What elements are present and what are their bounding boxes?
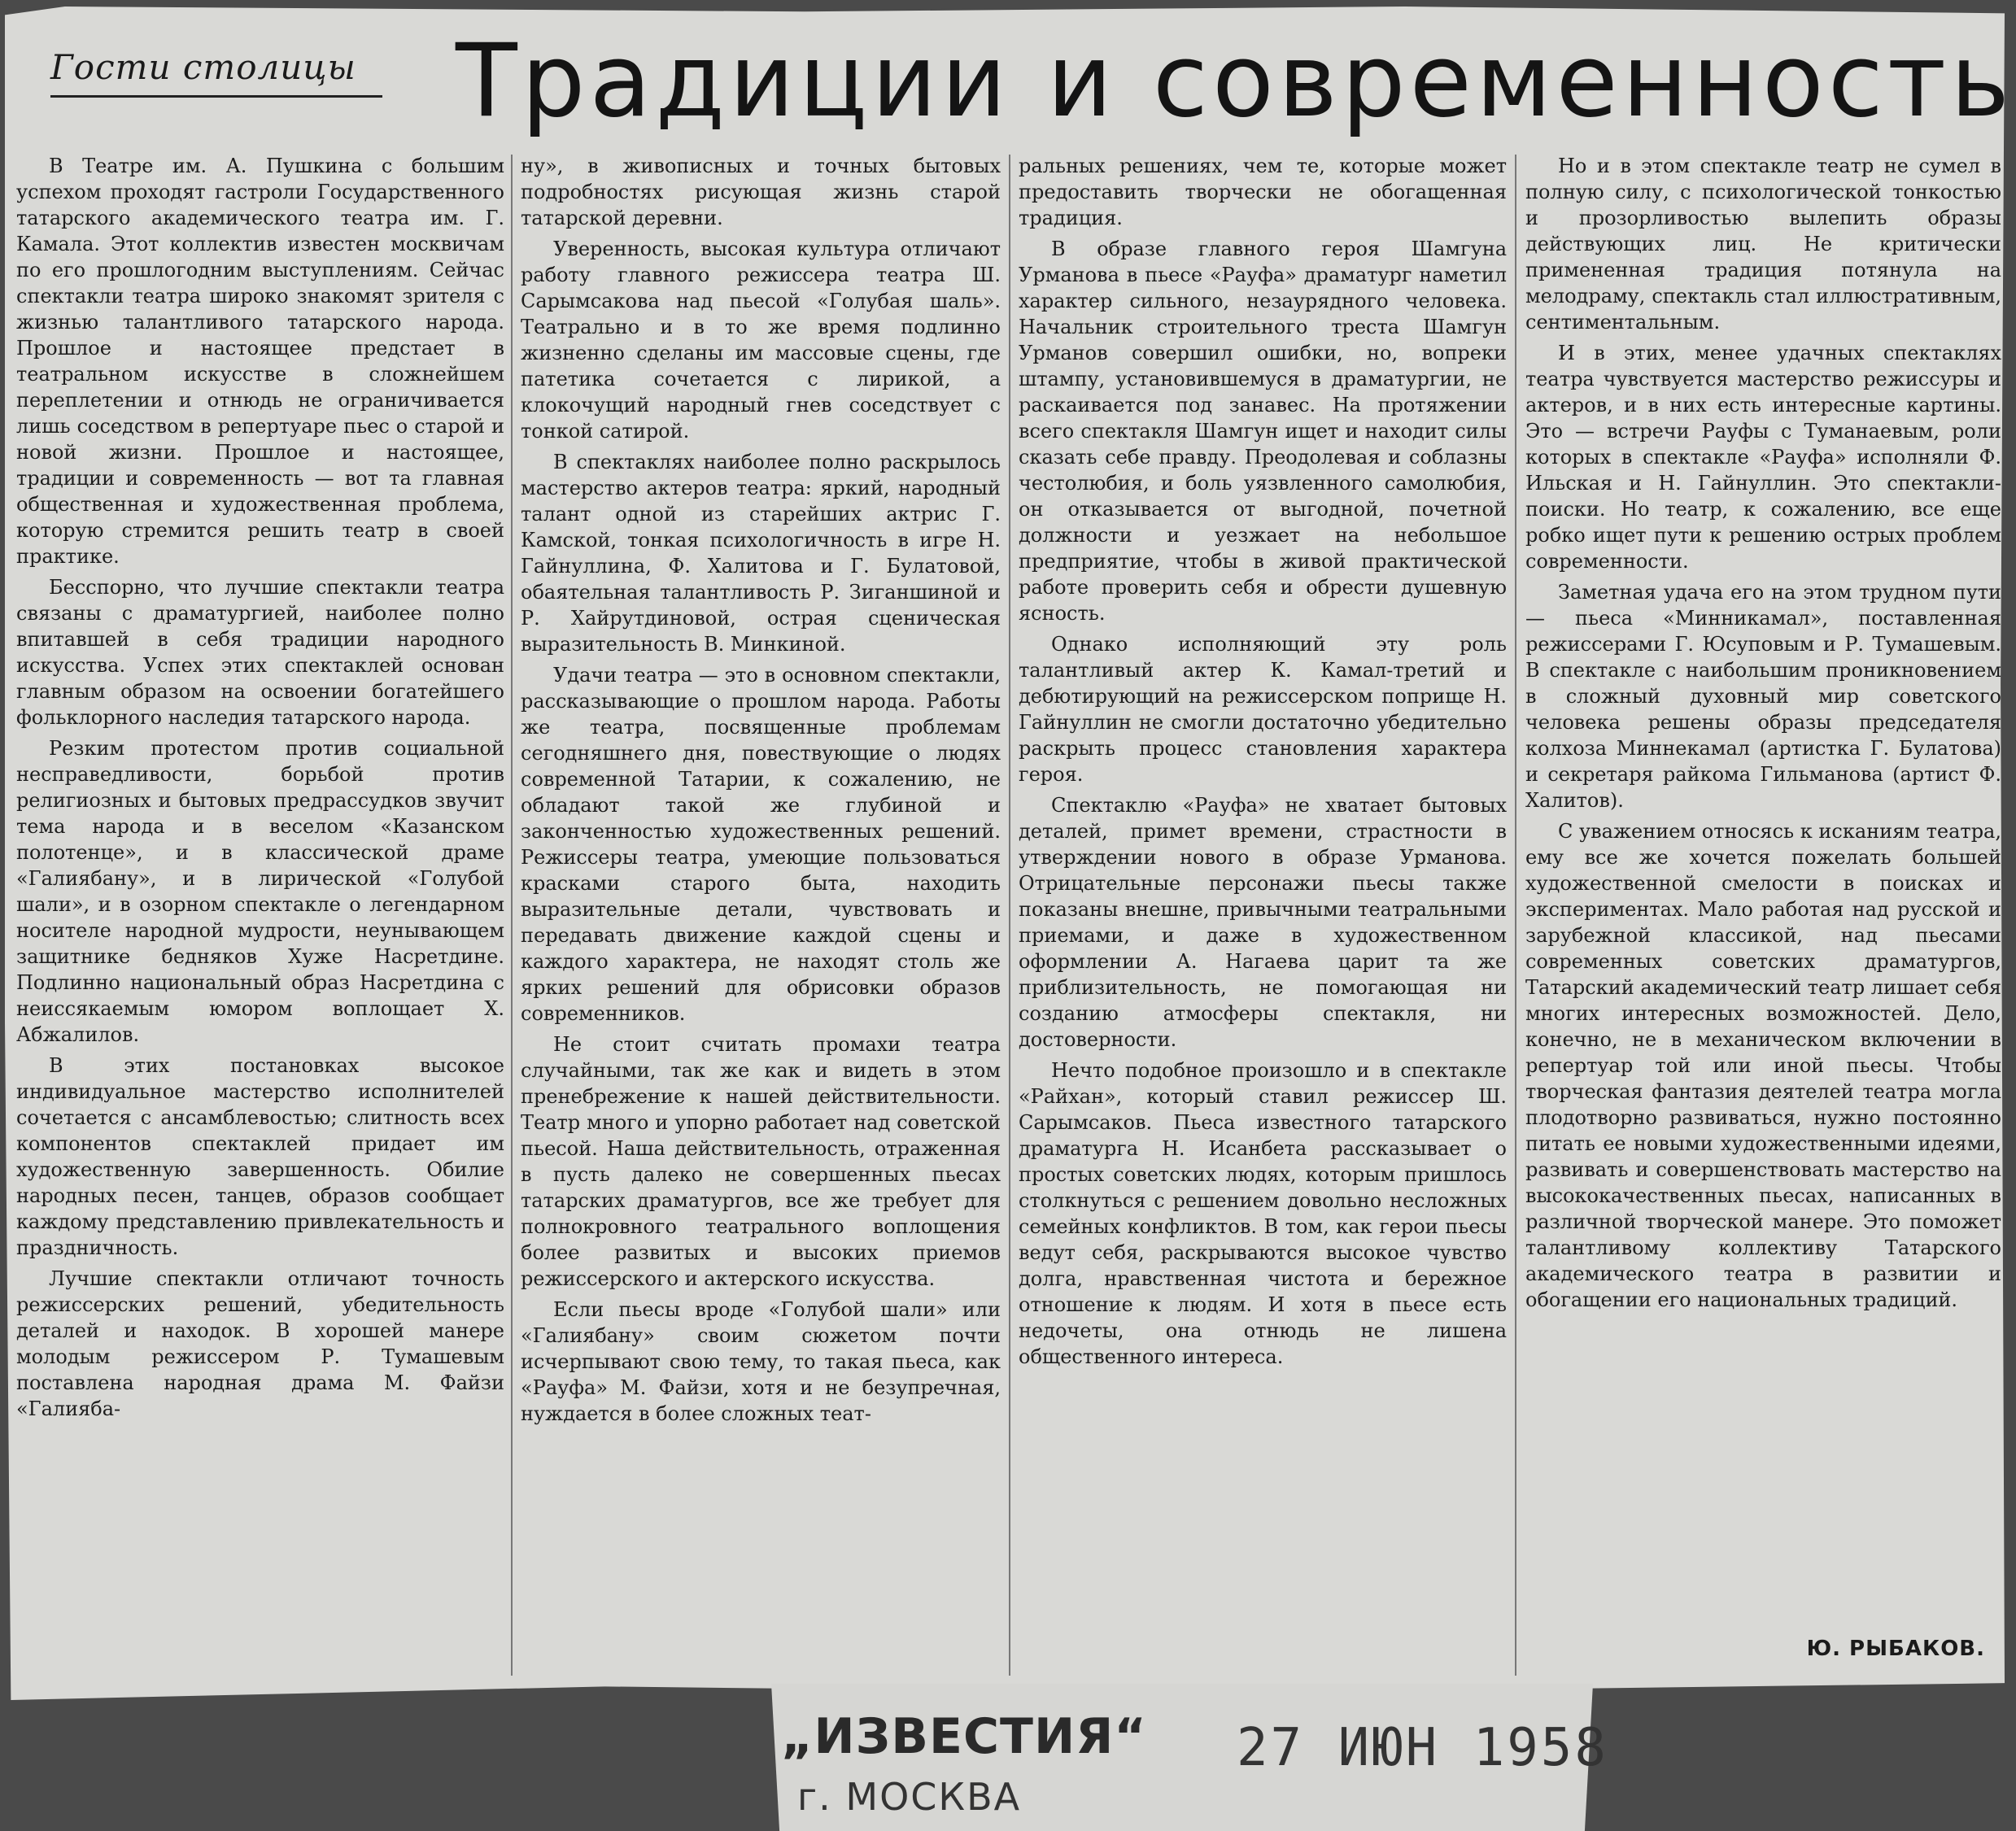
paragraph: ну», в живописных и точных бытовых подробностях рисующая жизнь старой татарской деревни.: [521, 155, 1001, 229]
paragraph: Не стоит считать промахи театра случайными, так же как и видеть в этом пренебрежение к нашей действительности. Театр много и упорно работает над советской пьесой. Наша действительность, отраженная в пусть далеко не совершенных пьесах татарских драматургов, все же требует для полнокровного театрального воплощения более развитых и высоких приемов режиссерского и актерского искусства.: [521, 1033, 1001, 1290]
article-column-1: [16, 153, 504, 1674]
headline: Традиции и современность: [456, 23, 2014, 140]
column-divider: [511, 155, 513, 1676]
paragraph: Нечто подобное произошло и в спектакле «Райхан», который ставил режиссер Ш. Сарымсаков. Пьеса известного татарского драматурга Н. Исанбета рассказывает о простых советских людях, которым пришлось столкнуться с решением довольно несложных семейных конфликтов. В том, как герои пьесы ведут себя, раскрываются высокое чувство долга, нравственная чистота и бережное отношение к людям. И хотя в пьесе есть недочеты, она отнюдь не лишена общественного интереса.: [1019, 1059, 1507, 1368]
paragraph: Бесспорно, что лучшие спектакли театра связаны с драматургией, наиболее полно впитавшей в себя традиции народного искусства. Успех этих спектаклей основан главным образом на освоении богатейшего фольклорного наследия татарского народа.: [16, 576, 504, 729]
paragraph: Резким протестом против социальной несправедливости, борьбой против религиозных и бытовых предрассудков звучит тема народа и в веселом «Казанском полотенце», и в классической драме «Галиябану», и в лирической «Голубой шали», и в озорном спектакле о легендарном носителе народной мудрости, неунывающем защитнике бедняков Хуже Насретдине. Подлинно национальный образ Насретдина с неиссякаемым юмором воплощает Х. Абжалилов.: [16, 737, 504, 1046]
paragraph: Удачи театра — это в основном спектакли, рассказывающие о прошлом народа. Работы же театра, посвященные проблемам сегодняшнего дня, повествующие о людях современной Татарии, к сожалению, не обладают такой же глубиной и законченностью художественных решений. Режиссеры театра, умеющие пользоваться красками старого быта, находить выразительные детали, чувствовать и передавать движение каждой сцены и каждого характера, не находят столь же ярких решений для обрисовки образов современников.: [521, 664, 1001, 1025]
column-divider: [1009, 155, 1010, 1676]
date-stamp: 27 ИЮН 1958: [1237, 1718, 1608, 1778]
column-divider: [1515, 155, 1516, 1676]
paragraph: С уважением относясь к исканиям театра, ему все же хочется пожелать большей художественной смелости в поисках и экспериментах. Мало работая над русской и зарубежной классикой, над пьесами современных советских драматургов, Татарский академический театр лишает себя многих интересных возможностей. Дело, конечно, не в механическом включении в репертуар той или иной пьесы. Чтобы творческая фантазия деятелей театра могла плодотворно развиваться, нужно постоянно питать ее новыми художественными идеями, развивать и совершенствовать мастерство на высококачественных пьесах, написанных в различной творческой манере. Это поможет талантливому коллективу Татарского академического театра в развитии и обогащении его национальных традиций.: [1525, 820, 2001, 1311]
paragraph: Спектаклю «Рауфа» не хватает бытовых деталей, примет времени, страстности в утверждении нового в образе Урманова. Отрицательные персонажи пьесы также показаны внешне, привычными театральными приемами, и даже в художественном оформлении А. Нагаева царит та же приблизительность, не помогающая ни созданию атмосферы спектакля, ни достоверности.: [1019, 794, 1507, 1051]
paragraph: Заметная удача его на этом трудном пути — пьеса «Минникамал», поставленная режиссерами Г. Юсуповым и Р. Тумашевым. В спектакле с наибольшим проникновением в сложный духовный мир советского человека решены образы председателя колхоза Миннекамал (артистка Г. Булатова) и секретаря райкома Гильманова (артист Ф. Халитов).: [1525, 581, 2001, 812]
newspaper-name-stamp: „ИЗВЕСТИЯ“: [781, 1708, 1147, 1765]
rubric-label: Гости столицы: [50, 47, 382, 98]
article-column-4: [1525, 153, 2001, 1658]
paragraph: Уверенность, высокая культура отличают работу главного режиссера театра Ш. Сарымсакова над пьесой «Голубая шаль». Театрально и в то же время подлинно жизненно сделаны им массовые сцены, где патетика сочетается с лирикой, а клокочущий народный гнев соседствует с тонкой сатирой.: [521, 238, 1001, 442]
paragraph: В Театре им. А. Пушкина с большим успехом проходят гастроли Государственного татарского академического театра им. Г. Камала. Этот коллектив известен москвичам по его прошлогодним выступлениям. Сейчас спектакли театра широко знакомят зрителя с жизнью талантливого татарского народа. Прошлое и настоящее предстает в театральном искусстве в сложнейшем переплетении и отнюдь не ограничивается лишь соседством в репертуаре пьес о старой и новой жизни. Прошлое и настоящее, традиции и современность — вот та главная общественная и художественная проблема, которую стремится решить театр в своей практике.: [16, 155, 504, 568]
paragraph: В образе главного героя Шамгуна Урманова в пьесе «Рауфа» драматург наметил характер сильного, незаурядного человека. Начальник строительного треста Шамгун Урманов совершил ошибки, но, вопреки штампу, установившемуся в драматургии, не раскаивается под занавес. На протяжении всего спектакля Шамгун ищет и находит силы сказать себе правду. Преодолевая и соблазны честолюбия, и боль уязвленного самолюбия, он отказывается от выгодной, почетной должности и уезжает на небольшое предприятие, чтобы в живой практической работе проверить себя и обрести душевную ясность.: [1019, 238, 1507, 625]
article-column-3: [1019, 153, 1507, 1674]
author-signature: Ю. РЫБАКОВ.: [1806, 1637, 1985, 1661]
paragraph: Однако исполняющий эту роль талантливый актер К. Камал-третий и дебютирующий на режиссерском поприще Н. Гайнуллин не смогли достаточно убедительно раскрыть процесс становления характера героя.: [1019, 633, 1507, 786]
paragraph: В этих постановках высокое индивидуальное мастерство исполнителей сочетается с ансамблевостью; слитность всех компонентов спектаклей придает им художественную завершенность. Обилие народных песен, танцев, образов сообщает каждому представлению привлекательность и праздничность.: [16, 1054, 504, 1259]
paragraph: ральных решениях, чем те, которые может предоставить творчески не обогащенная традиция.: [1019, 155, 1507, 229]
paragraph: Если пьесы вроде «Голубой шали» или «Галиябану» своим сюжетом почти исчерпывают свою тему, то такая пьеса, как «Рауфа» М. Файзи, хотя и не безупречная, нуждается в более сложных теат-: [521, 1298, 1001, 1425]
paragraph: Но и в этом спектакле театр не сумел в полную силу, с психологической тонкостью и прозорливостью вылепить образы действующих лиц. Не критически примененная традиция потянула на мелодраму, спектакль стал иллюстративным, сентиментальным.: [1525, 155, 2001, 334]
paragraph: Лучшие спектакли отличают точность режиссерских решений, убедительность деталей и находок. В хорошей манере молодым режиссером Р. Тумашевым поставлена народная драма М. Файзи «Галияба-: [16, 1267, 504, 1420]
paragraph: И в этих, менее удачных спектаклях театра чувствуется мастерство режиссуры и актеров, и в них есть интересные картины. Это — встречи Рауфы с Туманаевым, роли которых в спектакле «Рауфа» исполняли Ф. Ильская и Н. Гайнуллин. Это спектакли-поиски. Но театр, к сожалению, все еще робко ищет пути к решению острых проблем современности.: [1525, 342, 2001, 573]
article-column-2: [521, 153, 1001, 1682]
paragraph: В спектаклях наиболее полно раскрылось мастерство актеров театра: яркий, народный талант одной из старейших актрис Г. Камской, тонкая психологичность в игре Н. Гайнуллина, Ф. Халитова и Г. Булатовой, обаятельная талантливость Р. Зиганшиной и Р. Хайрутдиновой, острая сценическая выразительность В. Минкиной.: [521, 451, 1001, 656]
city-stamp: г. МОСКВА: [797, 1775, 1022, 1819]
